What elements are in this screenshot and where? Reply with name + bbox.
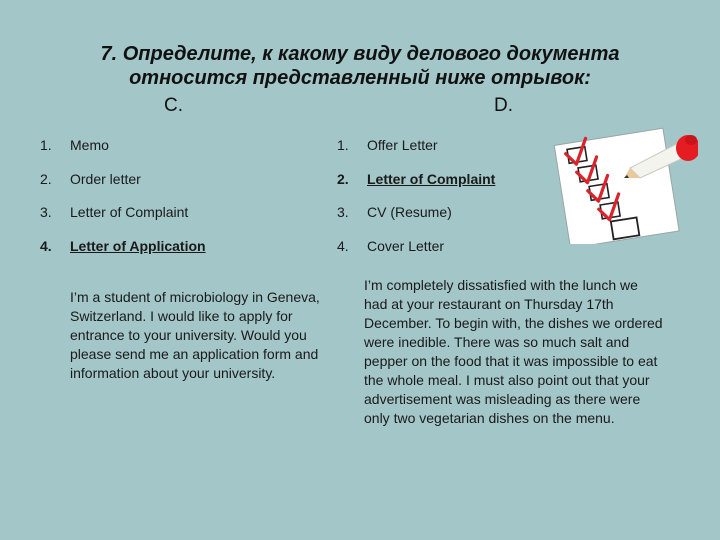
- option-number: 2.: [337, 170, 349, 187]
- column-d-heading: D.: [494, 95, 513, 116]
- title-line-2: относится представленный ниже отрывок:: [129, 67, 591, 89]
- option-c-3: [40, 204, 320, 238]
- checklist-pencil-icon: [548, 126, 698, 244]
- option-number: 4.: [40, 237, 52, 254]
- option-number: 2.: [40, 170, 52, 187]
- option-number: 3.: [337, 204, 349, 220]
- checklist-paper: [554, 126, 679, 244]
- option-number: 1.: [40, 137, 52, 153]
- column-d-excerpt: I’m completely dissatisfied with the lunch we had at your restaurant on Thursday 17th December. To begin with, the dishes we ordered were inedible. There was so much salt and pepper on the food that it was impossible to eat the whole meal. I must also point out that your advertisement was misleading as there were only two vegetarian dishes on the menu.: [364, 277, 663, 426]
- title-line-1: 7. Определите, к какому виду делового документа: [100, 43, 620, 65]
- option-label: Offer Letter: [367, 137, 438, 153]
- option-d-3: [337, 204, 567, 238]
- option-label: Order letter: [70, 170, 141, 187]
- column-d-options: [337, 137, 567, 271]
- column-c-options: [40, 137, 320, 271]
- option-d-1: [337, 137, 567, 171]
- column-c-excerpt: I’m a student of microbiology in Geneva, Switzerland. I would like to apply for entrance to your university. Would you please send me an application form and information about your university.: [70, 289, 320, 381]
- option-number: 3.: [40, 204, 52, 220]
- option-c-1: [40, 137, 320, 171]
- option-d-4: [337, 238, 567, 272]
- option-label: Letter of Application: [70, 237, 206, 254]
- option-d-2-correct: [337, 171, 567, 205]
- option-label: CV (Resume): [367, 204, 452, 220]
- option-number: 1.: [337, 137, 349, 153]
- option-c-2: [40, 171, 320, 205]
- option-label: Memo: [70, 137, 109, 153]
- option-label: Cover Letter: [367, 237, 445, 254]
- option-label: Letter of Complaint: [70, 204, 189, 220]
- column-c-heading: C.: [164, 95, 183, 116]
- option-label: Letter of Complaint: [367, 170, 496, 187]
- option-number: 4.: [337, 237, 349, 254]
- option-c-4-correct: [40, 238, 320, 272]
- slide-title: [40, 42, 680, 90]
